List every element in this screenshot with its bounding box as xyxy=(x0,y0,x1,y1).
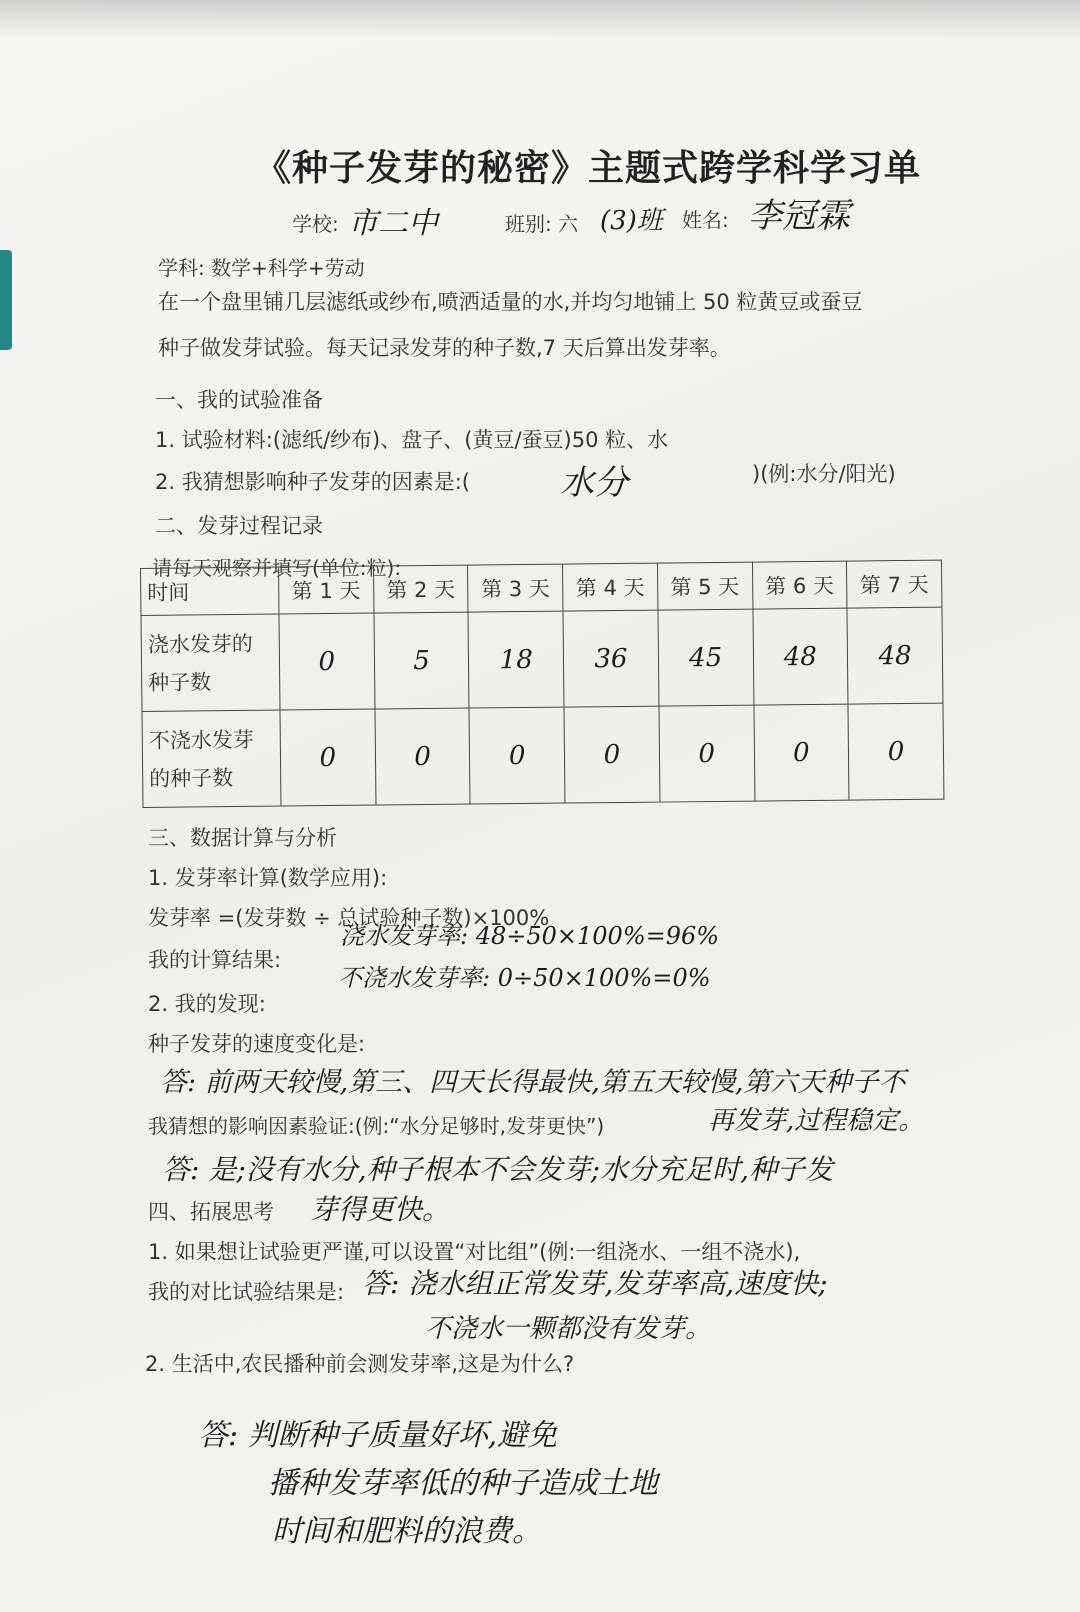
table-header-cell: 第 7 天 xyxy=(847,560,942,608)
table-header-cell: 第 6 天 xyxy=(752,561,847,609)
intro-line-2: 种子做发芽试验。每天记录发芽的种子数,7 天后算出发芽率。 xyxy=(158,336,731,360)
verify-answer-line-2: 芽得更快。 xyxy=(310,1193,451,1226)
germination-record-table xyxy=(140,560,944,808)
row-label-line: 的种子数 xyxy=(149,765,234,791)
section3-heading: 三、数据计算与分析 xyxy=(148,826,337,850)
result-answer-line-1: 浇水发芽率: 48÷50×100%=96% xyxy=(340,922,720,950)
table-cell: 36 xyxy=(563,610,659,707)
section4-item2: 2. 生活中,农民播种前会测发芽率,这是为什么? xyxy=(145,1352,575,1376)
result-answer-line-2: 不浇水发芽率: 0÷50×100%=0% xyxy=(338,964,711,992)
why-answer-line-3: 时间和肥料的浪费。 xyxy=(272,1514,542,1549)
table-header-cell: 第 3 天 xyxy=(468,564,563,612)
why-answer-line-2: 播种发芽率低的种子造成土地 xyxy=(268,1466,658,1501)
section1-item2-suffix: )(例:水分/阳光) xyxy=(752,462,896,486)
section1-item1: 1. 试验材料:(滤纸/纱布)、盘子、(黄豆/蚕豆)50 粒、水 xyxy=(155,428,669,452)
class-label: 班别: 六 xyxy=(505,212,579,236)
row-label-line: 种子数 xyxy=(148,669,212,695)
speed-answer-line-2: 再发芽,过程稳定。 xyxy=(708,1106,925,1136)
table-cell: 48 xyxy=(847,607,943,704)
verify-answer-line-1: 答: 是;没有水分,种子根本不会发芽;水分充足时,种子发 xyxy=(162,1153,834,1186)
rate-formula: 发芽率 =(发芽数 ÷ 总试验种子数)×100% xyxy=(148,906,550,930)
subject-line: 学科: 数学+科学+劳动 xyxy=(158,256,365,280)
table-header-cell: 第 5 天 xyxy=(657,562,752,610)
table-cell: 0 xyxy=(469,707,565,804)
section1-heading: 一、我的试验准备 xyxy=(155,388,323,412)
table-header-cell: 时间 xyxy=(141,567,279,615)
table-cell: 0 xyxy=(564,706,660,803)
class-value: (3)班 xyxy=(600,206,663,236)
table-cell: 0 xyxy=(848,703,944,800)
section4-heading: 四、拓展思考 xyxy=(148,1200,274,1224)
table-header-cell: 第 2 天 xyxy=(373,565,468,613)
table-cell: 0 xyxy=(659,705,755,802)
table-cell: 45 xyxy=(658,609,754,706)
compare-answer-line-1: 答: 浇水组正常发芽,发芽率高,速度快; xyxy=(362,1267,828,1300)
school-label: 学校: xyxy=(292,212,339,236)
table-header-cell: 第 4 天 xyxy=(563,563,658,611)
table-cell: 0 xyxy=(279,613,375,710)
why-answer-line-1: 答: 判断种子质量好坏,避免 xyxy=(198,1418,558,1453)
table-cell: 0 xyxy=(375,708,471,805)
table-cell: 0 xyxy=(753,704,849,801)
row-label-line: 浇水发芽的 xyxy=(147,631,253,657)
section4-item1: 1. 如果想让试验更严谨,可以设置“对比组”(例:一组浇水、一组不浇水), xyxy=(148,1240,801,1264)
section2-heading: 二、发芽过程记录 xyxy=(155,514,323,538)
table-row xyxy=(142,703,944,807)
section3-item2: 2. 我的发现: xyxy=(148,992,266,1016)
top-shadow xyxy=(0,0,1080,40)
row-label-unwatered xyxy=(142,710,281,807)
speed-label: 种子发芽的速度变化是: xyxy=(148,1032,366,1056)
factor-answer: 水分 xyxy=(560,463,628,503)
table-cell: 18 xyxy=(468,611,564,708)
table-cell: 48 xyxy=(752,608,848,705)
table-cell: 5 xyxy=(374,612,470,709)
name-label: 姓名: xyxy=(682,208,729,232)
teal-edge-object xyxy=(0,250,12,350)
row-label-watered xyxy=(141,614,280,711)
row-label-line: 不浇水发芽 xyxy=(148,727,254,753)
section1-item2-label: 2. 我猜想影响种子发芽的因素是:( xyxy=(155,470,470,494)
table-row xyxy=(141,607,943,711)
compare-answer-line-2: 不浇水一颗都没有发芽。 xyxy=(425,1314,712,1344)
worksheet-title: 《种子发芽的秘密》主题式跨学科学习单 xyxy=(255,148,922,189)
name-value: 李冠霖 xyxy=(748,196,850,236)
result-label: 我的计算结果: xyxy=(148,948,282,972)
table-instruction: 请每天观察并填写(单位:粒): xyxy=(152,556,402,580)
section3-item1: 1. 发芽率计算(数学应用): xyxy=(148,866,388,890)
table-header-row xyxy=(141,560,942,615)
speed-answer-line-1: 答: 前两天较慢,第三、四天长得最快,第五天较慢,第六天种子不 xyxy=(160,1067,906,1098)
school-value: 市二中 xyxy=(348,206,438,241)
table-cell: 0 xyxy=(280,709,376,806)
table-header-cell: 第 1 天 xyxy=(278,566,373,614)
verify-label: 我猜想的影响因素验证:(例:“水分足够时,发芽更快”) xyxy=(148,1114,605,1138)
intro-line-1: 在一个盘里铺几层滤纸或纱布,喷洒适量的水,并均匀地铺上 50 粒黄豆或蚕豆 xyxy=(158,290,863,314)
compare-label: 我的对比试验结果是: xyxy=(148,1280,345,1304)
